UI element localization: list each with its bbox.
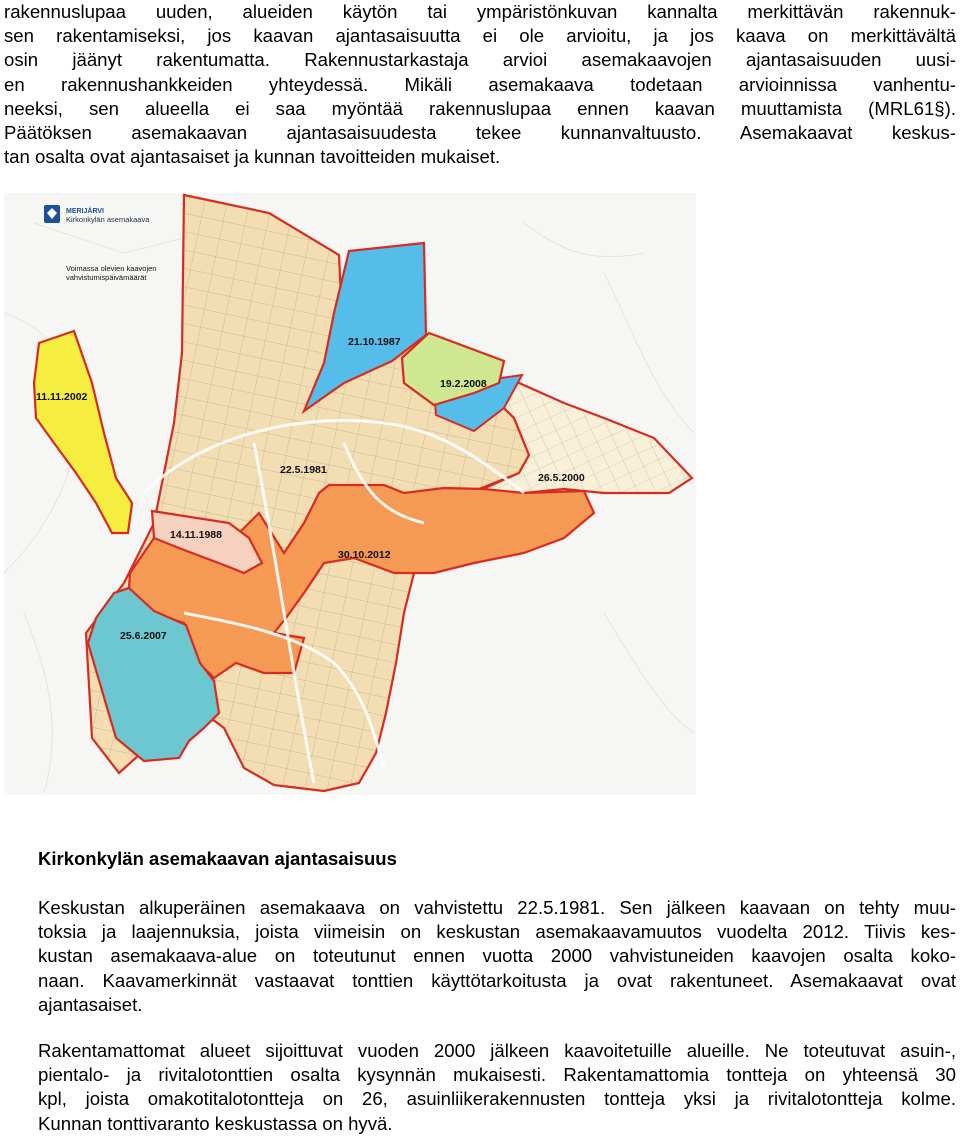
section-heading: Kirkonkylän asemakaavan ajantasaisuus [38, 848, 397, 869]
paragraph-line: Keskustan alkuperäinen asemakaava on vahvistettu 22.5.1981. Sen jälkeen kaavaan on tehty muu- [38, 897, 956, 918]
date-label-2008: 19.2.2008 [440, 378, 487, 390]
paragraph-line: naan. Kaavamerkinnät vastaavat tonttien käyttötarkoitusta ja ovat rakentuneet. Asemakaavat ovat [38, 969, 956, 991]
date-label-2012: 30.10.2012 [338, 549, 391, 561]
paragraph-line: pientalo- ja rivitalotonttien osalta kysynnän mukaisesti. Rakentamattomia tontteja on yhteensä 30 [38, 1064, 956, 1086]
intro-line: rakennuslupaa uuden, alueiden käytön tai ympäristönkuvan kannalta merkittävän rakennuk- [4, 1, 956, 22]
date-label-2002: 11.11.2002 [36, 391, 88, 403]
date-label-2000: 26.5.2000 [538, 472, 585, 484]
legend-caption-line2: vahvistumispäivämäärät [66, 273, 147, 282]
paragraph-2 [38, 1039, 956, 1136]
date-label-1981: 22.5.1981 [280, 464, 327, 476]
zoning-map [4, 193, 696, 795]
paragraph-line: Rakentamattomat alueet sijoittuvat vuoden 2000 jälkeen kaavoitetuille alueille. Ne toteutuvat asuin-, [38, 1040, 956, 1061]
paragraph-line: kpl, joista omakotitalotontteja on 26, asuinliikerakennusten tontteja yksi ja rivitalotontteja kolme. [38, 1088, 956, 1110]
paragraph-line: toksia ja laajennuksia, joista viimeisin on keskustan asemakaavamuutos vuodelta 2012. Tiivis kes- [38, 921, 956, 943]
paragraph-1 [38, 896, 956, 1017]
logo-subtitle: Kirkonkylän asemakaava [66, 215, 150, 224]
paragraph-line: Kunnan tonttivaranto keskustassa on hyvä. [38, 1112, 393, 1134]
paragraph-line: ajantasaiset. [38, 993, 143, 1015]
paragraph-line: kustan asemakaava-alue on toteutunut ennen vuotta 2000 vahvistuneiden kaavojen osalta koko- [38, 945, 956, 967]
date-label-1987: 21.10.1987 [348, 336, 401, 348]
intro-line: tan osalta ovat ajantasaiset ja kunnan tavoitteiden mukaiset. [4, 146, 501, 168]
legend-caption-line1: Voimassa olevien kaavojen [66, 264, 157, 273]
intro-line: Päätöksen asemakaavan ajantasaisuudesta tekee kunnanvaltuusto. Asemakaavat keskus- [4, 122, 956, 144]
intro-line: osin jäänyt rakentumatta. Rakennustarkastaja arvioi asemakaavojen ajantasaisuuden uusi- [4, 49, 956, 71]
intro-paragraph [4, 0, 956, 169]
zoning-map-svg [4, 193, 696, 795]
intro-line: sen rakentamiseksi, jos kaavan ajantasaisuutta ei ole arvioitu, ja jos kaava on merkittävältä [4, 25, 956, 47]
date-label-1988: 14.11.1988 [170, 529, 222, 541]
date-label-2007: 25.6.2007 [120, 630, 167, 642]
intro-line: en rakennushankkeiden yhteydessä. Mikäli asemakaava todetaan arvioinnissa vanhentu- [4, 73, 956, 95]
logo-title: MERIJÄRVI [66, 208, 104, 215]
intro-line: neeksi, sen alueella ei saa myöntää rakennuslupaa ennen kaavan muuttamista (MRL61§). [4, 97, 956, 119]
